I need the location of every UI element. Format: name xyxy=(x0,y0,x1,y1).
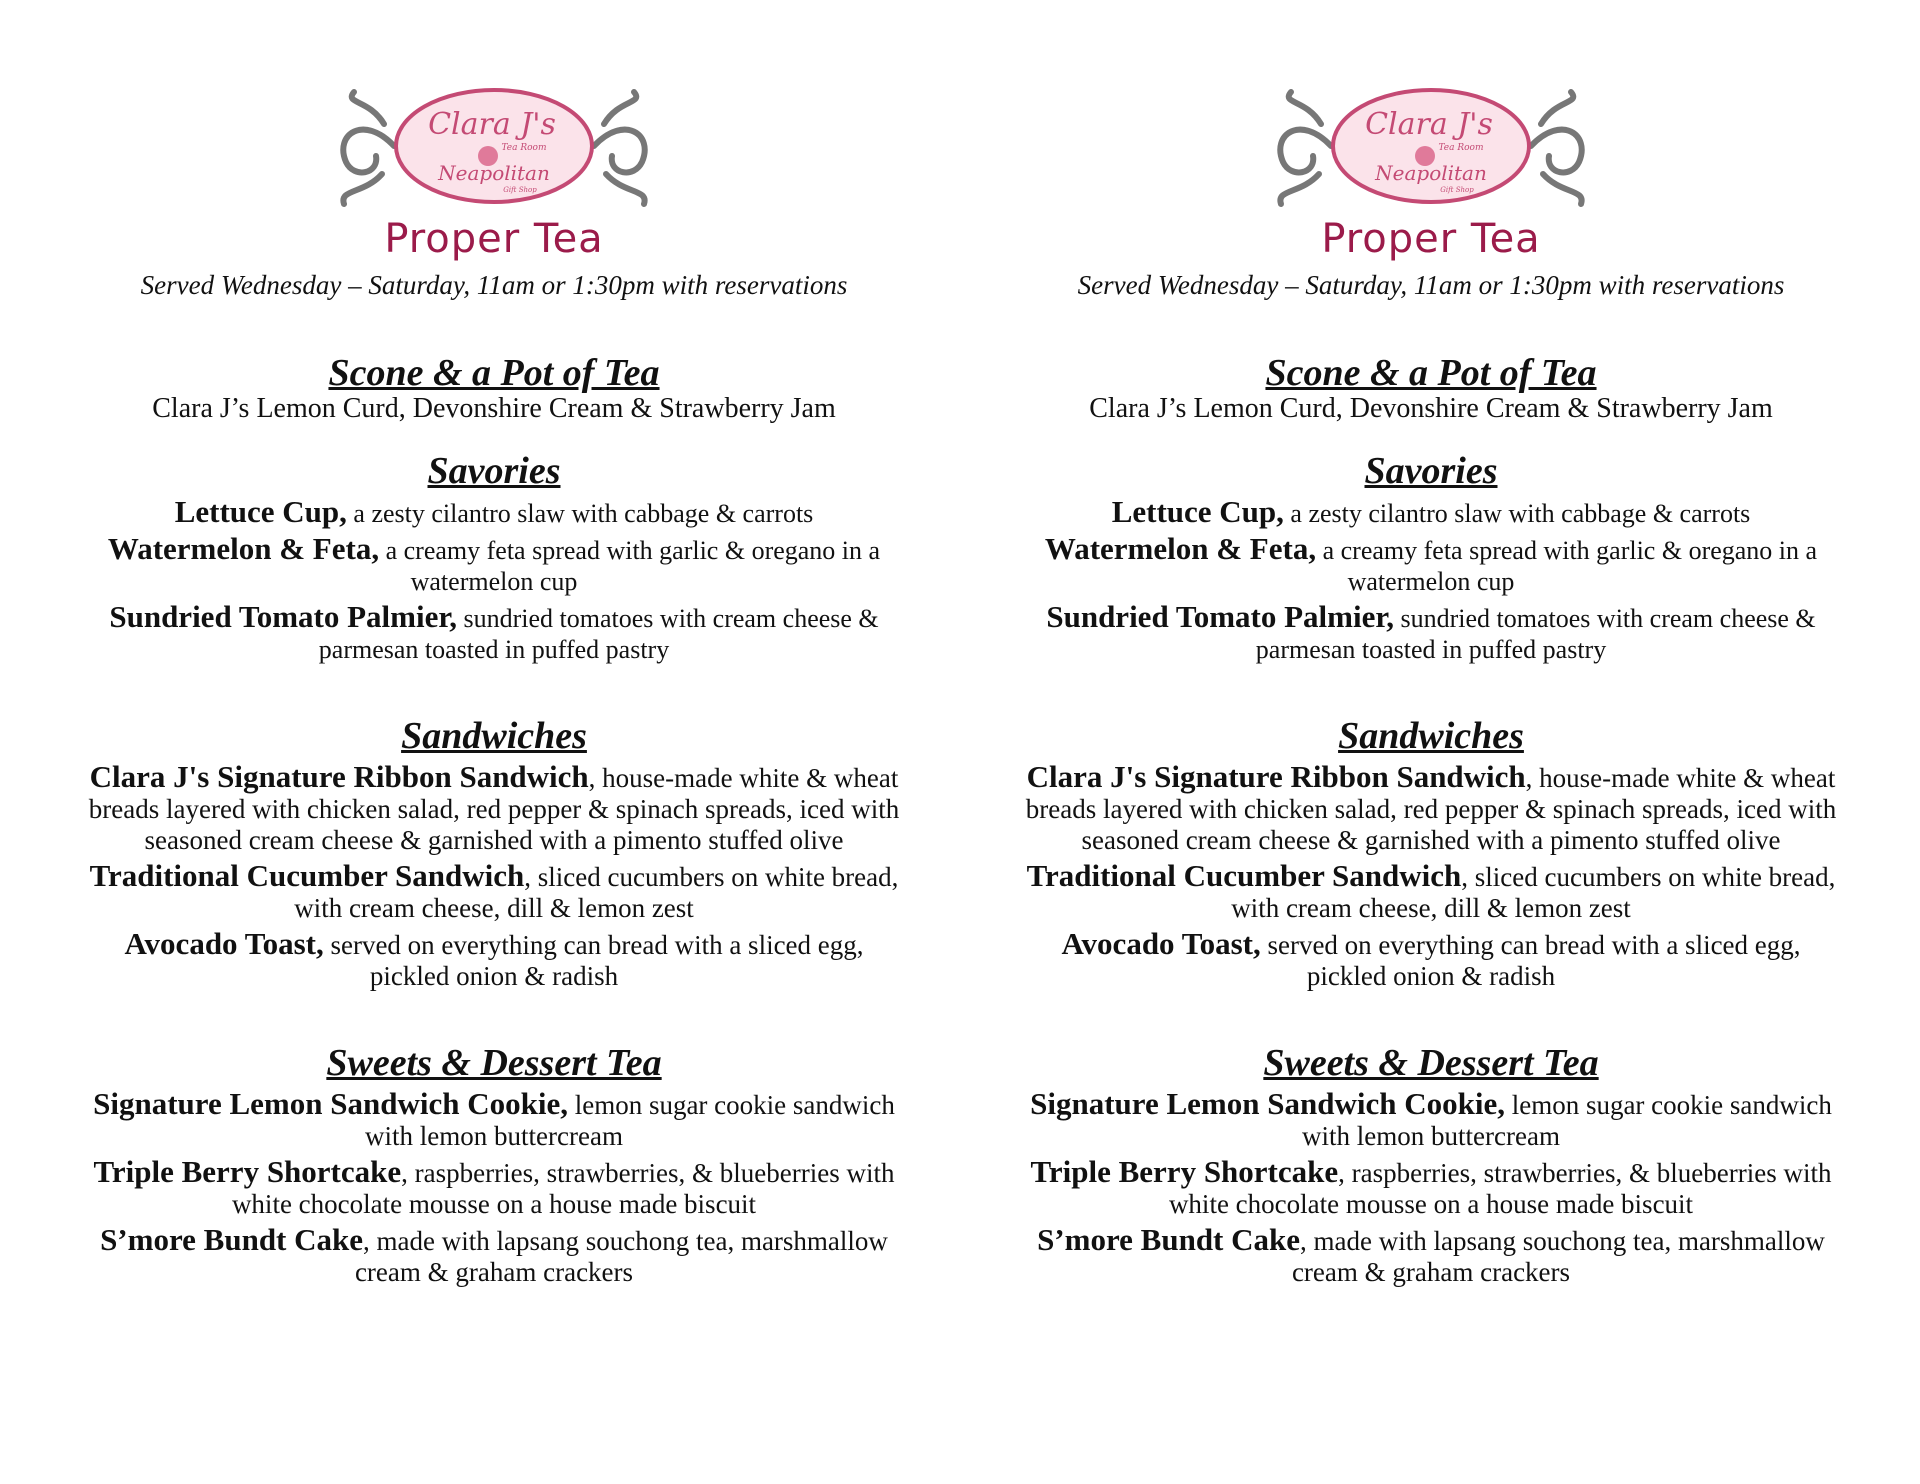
served-hours: Served Wednesday – Saturday, 11am or 1:30pm with reservations xyxy=(1077,270,1785,300)
menu-item: Signature Lemon Sandwich Cookie, lemon sugar cookie sandwich with lemon buttercream xyxy=(93,1086,895,1151)
menu-item: Triple Berry Shortcake, raspberries, strawberries, & blueberries with white chocolate mousse on a house made biscuit xyxy=(93,1154,895,1219)
menu-item: Avocado Toast, served on everything can bread with a sliced egg, pickled onion & radish xyxy=(124,926,864,991)
svg-text:Neapolitan: Neapolitan xyxy=(438,161,550,185)
menu-item: Traditional Cucumber Sandwich, sliced cucumbers on white bread, with cream cheese, dill & lemon zest xyxy=(89,858,899,923)
sandwiches-heading: Sandwiches xyxy=(401,715,587,757)
menu-item: Watermelon & Feta, a creamy feta spread with garlic & oregano in a watermelon cup xyxy=(107,531,881,596)
sandwiches-heading: Sandwiches xyxy=(1338,715,1524,757)
scone-heading: Scone & a Pot of Tea xyxy=(328,352,660,394)
menu-item: Watermelon & Feta, a creamy feta spread with garlic & oregano in a watermelon cup xyxy=(1044,531,1818,596)
menu-item: Sundried Tomato Palmier, sundried tomatoes with cream cheese & parmesan toasted in puffed pastry xyxy=(1046,599,1816,664)
served-hours: Served Wednesday – Saturday, 11am or 1:30pm with reservations xyxy=(140,270,848,300)
svg-text:Gift Shop: Gift Shop xyxy=(1440,186,1474,194)
menu-item: Clara J's Signature Ribbon Sandwich, house-made white & wheat breads layered with chicken salad, red pepper & spinach spreads, iced with seasoned cream cheese & garnished with a pimento stuffed olive xyxy=(88,759,900,855)
menu-item: Lettuce Cup, a zesty cilantro slaw with cabbage & carrots xyxy=(174,494,814,529)
sweets-heading: Sweets & Dessert Tea xyxy=(326,1042,662,1084)
menu-title: Proper Tea xyxy=(384,216,604,262)
clara-j-logo xyxy=(324,84,664,214)
menu-title: Proper Tea xyxy=(1321,216,1541,262)
scone-description: Clara J’s Lemon Curd, Devonshire Cream & Strawberry Jam xyxy=(152,393,836,424)
clara-j-logo xyxy=(1261,84,1601,214)
svg-text:Clara J's: Clara J's xyxy=(428,107,556,142)
menu-item: Traditional Cucumber Sandwich, sliced cucumbers on white bread, with cream cheese, dill & lemon zest xyxy=(1026,858,1836,923)
savories-heading: Savories xyxy=(427,450,561,492)
svg-text:Tea Room: Tea Room xyxy=(501,143,547,153)
scone-heading: Scone & a Pot of Tea xyxy=(1265,352,1597,394)
savories-heading: Savories xyxy=(1364,450,1498,492)
svg-text:Gift Shop: Gift Shop xyxy=(503,186,537,194)
svg-text:Neapolitan: Neapolitan xyxy=(1375,161,1487,185)
scone-description: Clara J’s Lemon Curd, Devonshire Cream & Strawberry Jam xyxy=(1089,393,1773,424)
svg-text:Clara J's: Clara J's xyxy=(1365,107,1493,142)
svg-text:Tea Room: Tea Room xyxy=(1438,143,1484,153)
menu-copy-left xyxy=(84,84,904,1288)
menu-item: Triple Berry Shortcake, raspberries, strawberries, & blueberries with white chocolate mousse on a house made biscuit xyxy=(1030,1154,1832,1219)
menu-item: Lettuce Cup, a zesty cilantro slaw with cabbage & carrots xyxy=(1111,494,1751,529)
menu-item: S’more Bundt Cake, made with lapsang souchong tea, marshmallow cream & graham crackers xyxy=(100,1222,888,1287)
menu-item: Clara J's Signature Ribbon Sandwich, house-made white & wheat breads layered with chicken salad, red pepper & spinach spreads, iced with seasoned cream cheese & garnished with a pimento stuffed olive xyxy=(1025,759,1837,855)
menu-item: Avocado Toast, served on everything can bread with a sliced egg, pickled onion & radish xyxy=(1061,926,1801,991)
sweets-heading: Sweets & Dessert Tea xyxy=(1263,1042,1599,1084)
menu-item: Signature Lemon Sandwich Cookie, lemon sugar cookie sandwich with lemon buttercream xyxy=(1030,1086,1832,1151)
menu-copy-right xyxy=(1021,84,1841,1288)
menu-item: Sundried Tomato Palmier, sundried tomatoes with cream cheese & parmesan toasted in puffed pastry xyxy=(109,599,879,664)
menu-item: S’more Bundt Cake, made with lapsang souchong tea, marshmallow cream & graham crackers xyxy=(1037,1222,1825,1287)
